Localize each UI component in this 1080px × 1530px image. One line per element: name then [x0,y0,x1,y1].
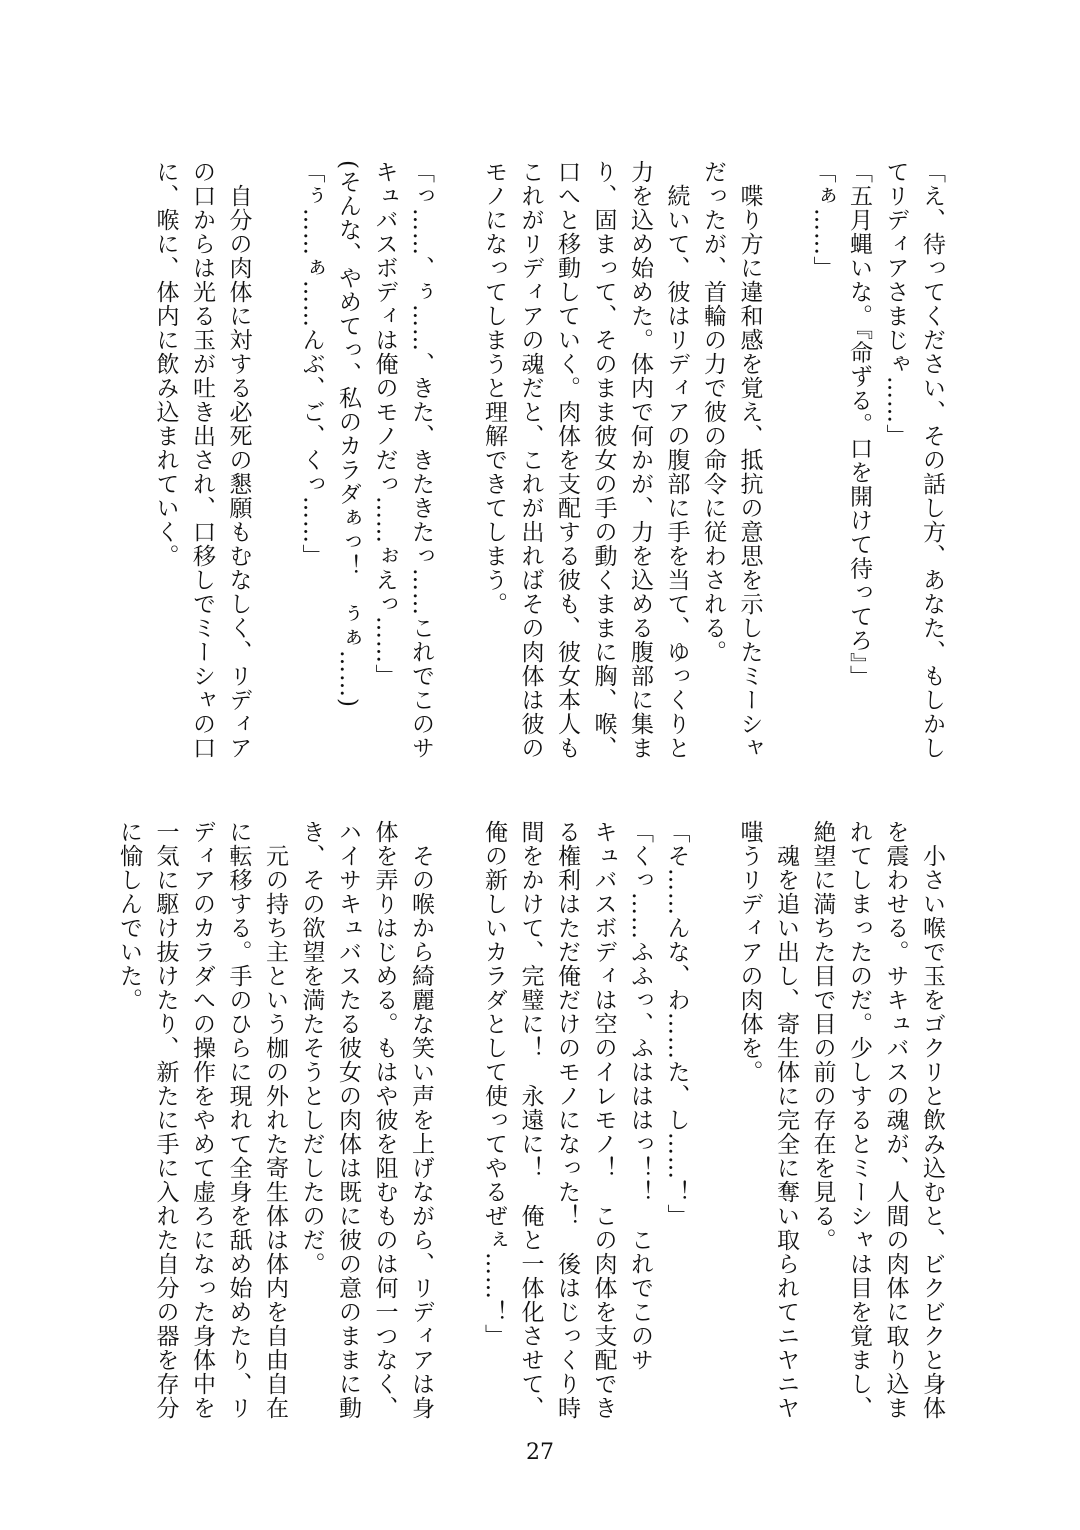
text-line: き、その欲望を満たそうとしだしたのだ。 [298,820,325,1276]
text-line [439,160,476,720]
text-line: これがリディアの魂だと、これが出ればその肉体は彼の [517,160,544,760]
text-line: 「くっ……ふふっ、ふはははっ！！ これでこのサ [627,820,653,1372]
text-line: に、喉に、体内に飲み込まれていく。 [152,160,179,568]
text-line: ディアのカラダへの操作をやめて虚ろになった身体中を [189,820,215,1420]
text-line: 嗤うリディアの肉体を。 [736,820,763,1084]
text-line [695,820,732,1380]
page-number: 27 [526,1440,554,1465]
text-line: 「ぅ……ぁ……んぶ、ご、くっ……」 [298,160,325,568]
text-line: に転移する。手のひらに現れて全身を舐め始めたり、リ [225,820,252,1420]
text-line: 絶望に満ちた目で目の前の存在を見る。 [809,820,836,1252]
text-line: に愉しんでいた。 [116,820,142,1012]
text-line [257,160,294,720]
text-line: てリディアさまじゃ……」 [882,160,909,448]
text-line: 小さい喉で玉をゴクリと飲み込むと、ビクビクと身体 [919,820,945,1420]
text-line: (そんな、やめてっ、私のカラダぁっ！ ぅぁ……) [335,160,361,708]
text-line: 「ぁ……」 [809,160,836,280]
text-line: ハイサキュバスたる彼女の肉体は既に彼の意のままに動 [335,820,361,1420]
text-line: モノになってしまうと理解できてしまう。 [481,160,507,616]
text-line: る権利はただ俺だけのモノになった！ 後はじっくり時 [554,820,580,1420]
text-line: 「え、待ってください、その話し方、あなた、もしかし [919,160,945,760]
text-line: れてしまったのだ。少しするとミーシャは目を覚まし、 [846,820,872,1420]
text-line: 喋り方に違和感を覚え、抵抗の意思を示したミーシャ [736,160,763,760]
text-line: 体を弄りはじめる。もはや彼を阻むものは何一つなく、 [371,820,398,1420]
text-line [439,820,476,1380]
text-line: キュバスボディは空のイレモノ！ この肉体を支配でき [590,820,617,1420]
upper-text-block [150,160,950,760]
text-line: 俺の新しいカラダとして使ってやるぜぇ……！」 [481,820,507,1348]
text-line [768,160,805,720]
text-line: り、固まって、そのまま彼女の手の動くままに胸、喉、 [590,160,617,760]
text-line: 自分の肉体に対する必死の懇願もむなしく、リディア [225,160,252,760]
text-line: 力を込め始めた。体内で何かが、力を込める腹部に集ま [627,160,653,760]
text-line: の口からは光る玉が吐き出され、口移しでミーシャの口 [189,160,215,760]
text-line: 口へと移動していく。肉体を支配する彼も、彼女本人も [554,160,580,760]
text-line: だったが、首輪の力で彼の命令に従わされる。 [700,160,726,664]
text-line: 元の持ち主という枷の外れた寄生体は体内を自由自在 [262,820,288,1420]
text-line: 間をかけて、完璧に！ 永遠に！ 俺と一体化させて、 [517,820,544,1420]
text-line: を震わせる。サキュバスの魂が、人間の肉体に取り込ま [882,820,909,1420]
text-line: 「っ……、ぅ……、きた、きたきたっ……これでこのサ [408,160,434,760]
text-line: キュバスボディは俺のモノだっ……ぉえっ……」 [371,160,398,688]
lower-text-block [116,820,950,1420]
text-line: その喉から綺麗な笑い声を上げながら、リディアは身 [408,820,434,1420]
text-line: 「五月蝿いな。『命ずる。口を開けて待ってろ』」 [846,160,872,689]
text-line: 魂を追い出し、寄生体に完全に奪い取られてニヤニヤ [773,820,799,1420]
text-line: 一気に駆け抜けたり、新たに手に入れた自分の器を存分 [152,820,179,1420]
text-line: 「そ……んな、わ……た、し……！」 [663,820,690,1228]
text-line: 続いて、彼はリディアの腹部に手を当て、ゆっくりと [663,160,690,760]
